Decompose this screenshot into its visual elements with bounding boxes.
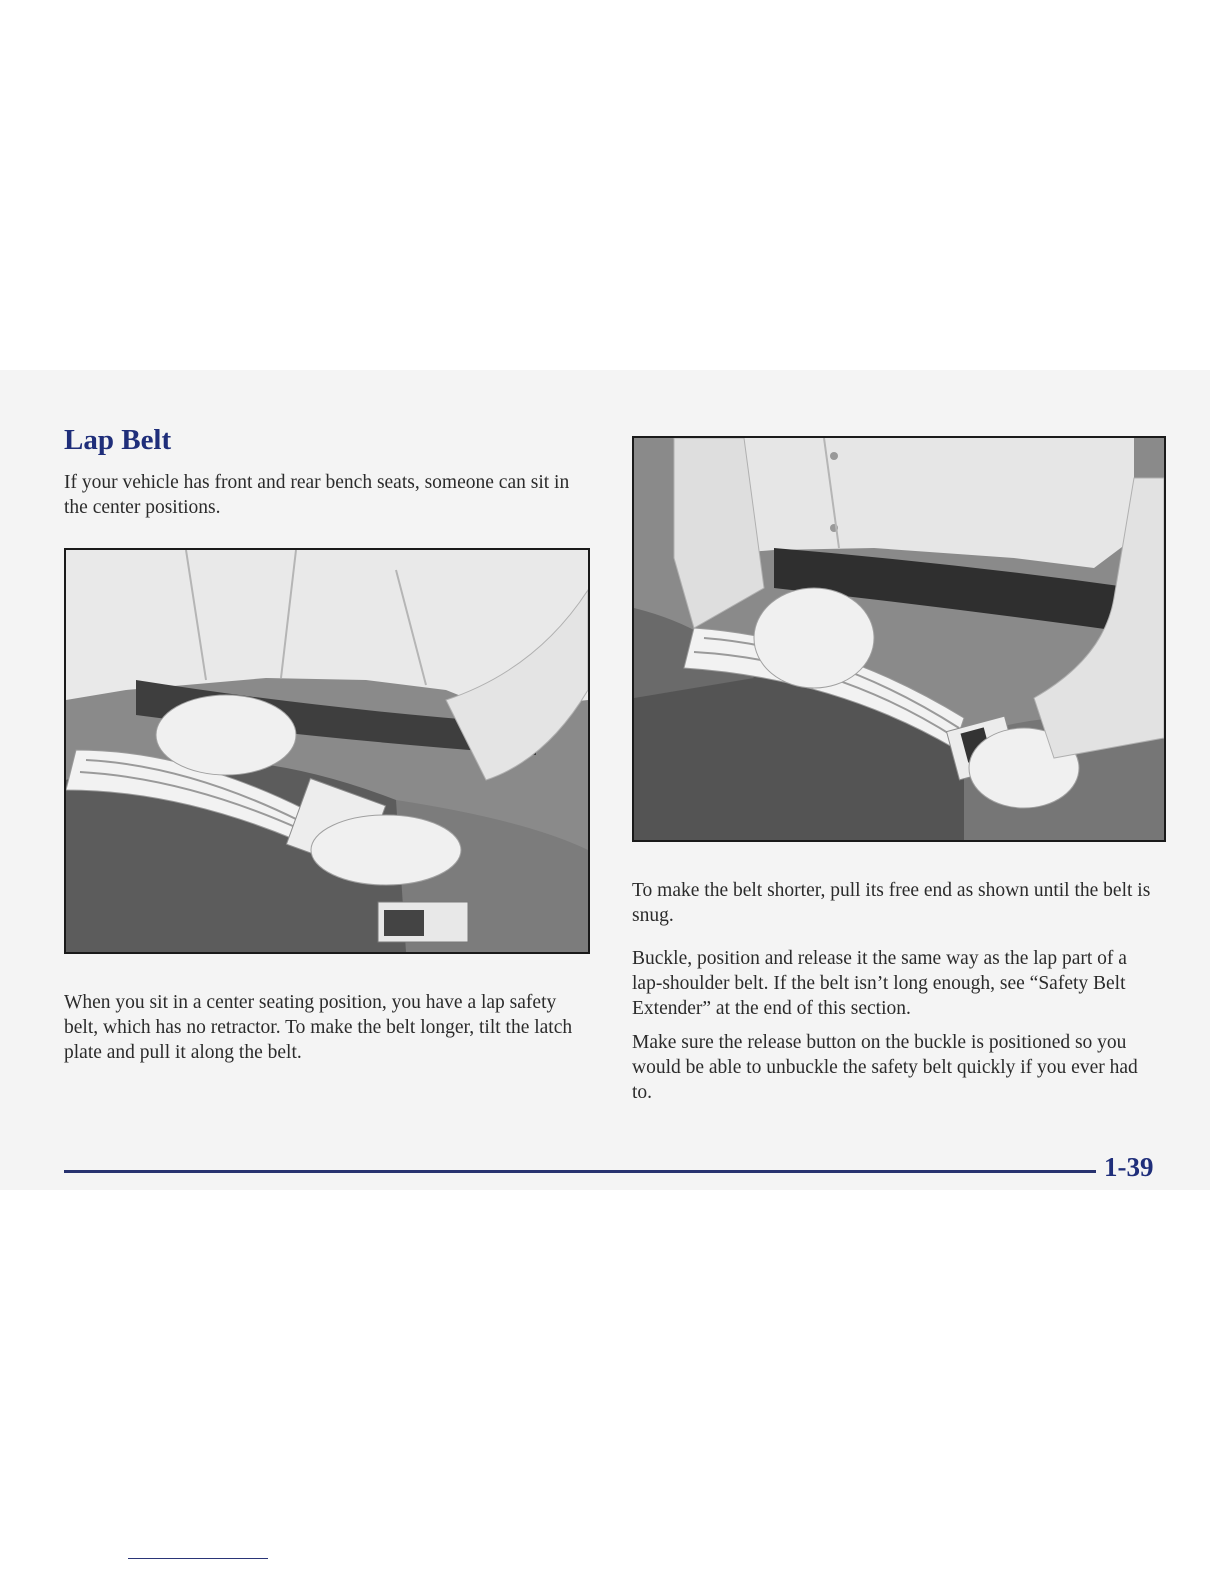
seat-belt-tighten-illustration-icon [632, 436, 1166, 842]
intro-paragraph: If your vehicle has front and rear bench seats, someone can sit in the center positions. [64, 472, 570, 518]
seat-belt-adjust-illustration-icon [64, 548, 590, 954]
page-number: 1-39 [1104, 1152, 1154, 1182]
section-title: Lap Belt [64, 424, 172, 456]
left-caption: When you sit in a center seating position, you have a lap safety belt, which has no retractor. To make the belt longer, tilt the latch plate and pull it along the belt. [64, 992, 573, 1063]
right-paragraph-2: Buckle, position and release it the same way as the lap part of a lap-shoulder belt. If the belt isn’t long enough, see “Safety Belt Extender” at the end of this section. [632, 948, 1127, 1019]
right-paragraph-1: To make the belt shorter, pull its free end as shown until the belt is snug. [632, 880, 1151, 926]
right-paragraph-3: Make sure the release button on the buckle is positioned so you would be able to unbuckle the safety belt quickly if you ever had to. [632, 1032, 1138, 1103]
bottom-rule [128, 1558, 268, 1559]
footer-rule [64, 1170, 1096, 1173]
